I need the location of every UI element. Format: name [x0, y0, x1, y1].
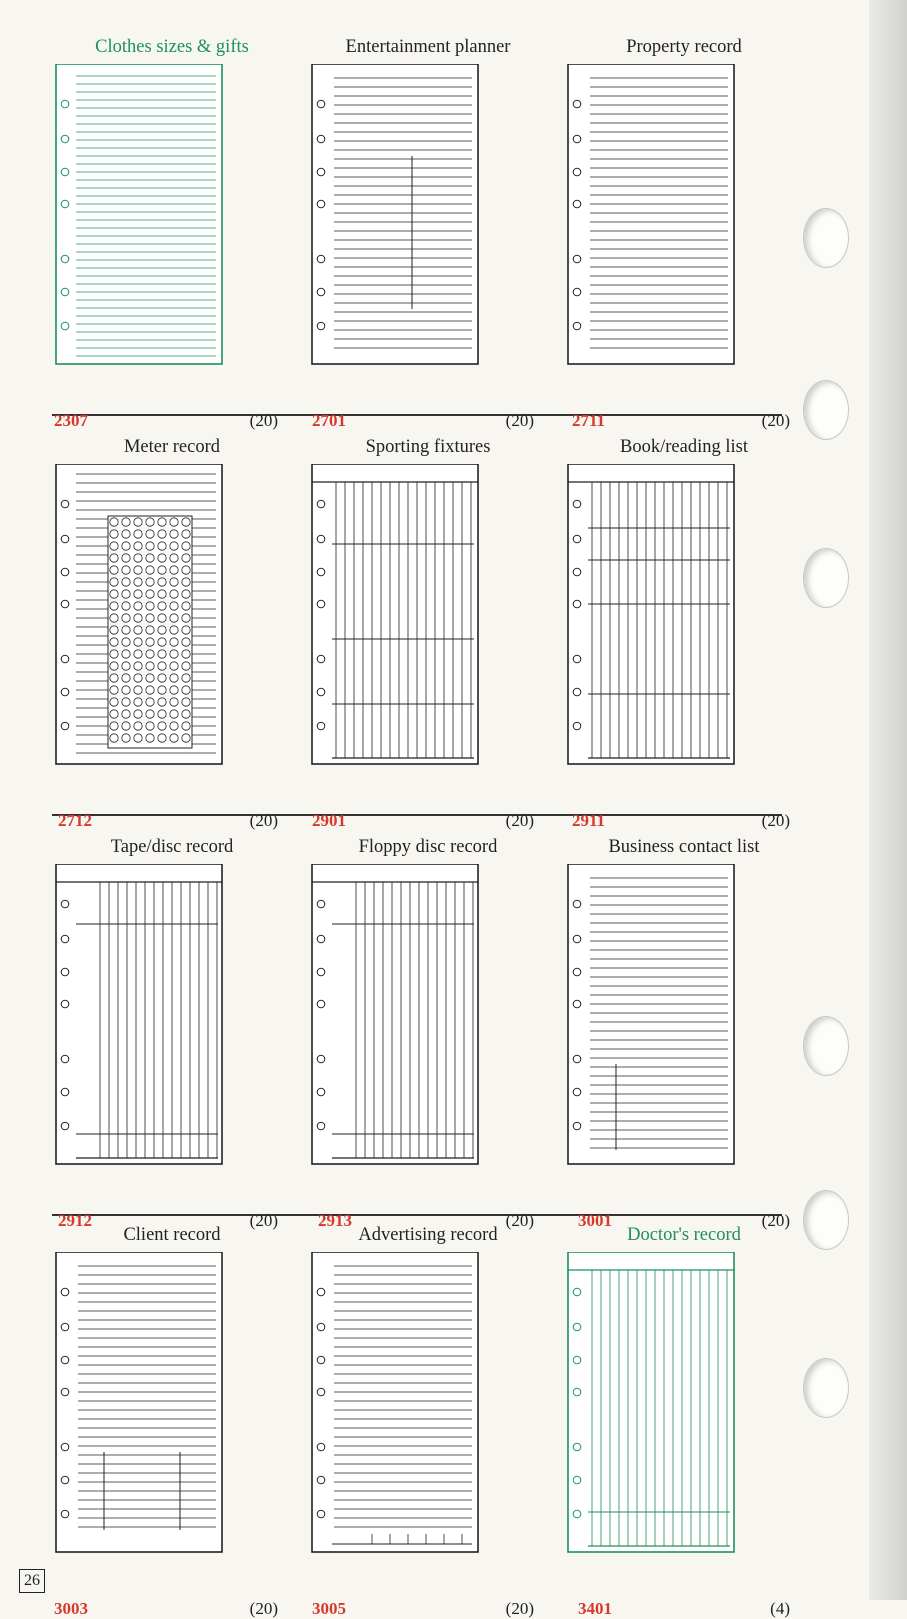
card-title: Book/reading list — [620, 437, 748, 457]
form-preview — [42, 64, 302, 404]
product-code: 2711 — [572, 411, 606, 430]
card-floppy-disc-record — [298, 836, 558, 1231]
form-preview — [554, 1252, 814, 1592]
card-business-contact-list — [554, 836, 814, 1231]
product-code: 3005 — [312, 1599, 346, 1618]
form-preview — [42, 1252, 302, 1592]
card-entertainment-planner — [298, 36, 558, 431]
form-preview — [298, 464, 558, 804]
form-preview — [554, 864, 814, 1204]
card-sporting-fixtures — [298, 436, 558, 831]
card-title: Sporting fixtures — [365, 437, 491, 457]
card-title: Floppy disc record — [358, 837, 498, 857]
card-tape-disc-record — [42, 836, 302, 1231]
card-doctors-record — [554, 1224, 814, 1619]
card-book-reading-list — [554, 436, 814, 831]
pack-quantity: (20) — [761, 811, 790, 830]
card-meter-record — [42, 436, 302, 831]
card-title: Entertainment planner — [345, 37, 511, 57]
product-code: 2701 — [312, 411, 346, 430]
pack-quantity: (20) — [505, 411, 534, 430]
card-client-record — [42, 1224, 302, 1619]
pack-quantity: (20) — [505, 1211, 534, 1230]
product-code: 2712 — [58, 811, 92, 830]
pack-quantity: (20) — [249, 1211, 278, 1230]
product-code: 2307 — [54, 411, 88, 430]
product-code: 2912 — [58, 1211, 92, 1230]
card-property-record — [554, 36, 814, 431]
form-preview — [42, 864, 302, 1204]
pack-quantity: (4) — [770, 1599, 790, 1618]
card-clothes-sizes — [42, 36, 302, 431]
card-advertising-record — [298, 1224, 558, 1619]
product-code: 3003 — [54, 1599, 88, 1618]
form-preview — [298, 864, 558, 1204]
form-preview — [42, 464, 302, 804]
product-code: 2901 — [312, 811, 346, 830]
product-code: 3401 — [578, 1599, 612, 1618]
page-edge — [869, 0, 907, 1600]
page-number: 26 — [19, 1569, 45, 1593]
form-preview — [554, 464, 814, 804]
card-title: Advertising record — [358, 1225, 498, 1245]
product-code: 2911 — [572, 811, 606, 830]
pack-quantity: (20) — [761, 1211, 790, 1230]
form-preview — [298, 64, 558, 404]
pack-quantity: (20) — [761, 411, 790, 430]
form-preview — [554, 64, 814, 404]
card-title: Doctor's record — [627, 1225, 741, 1245]
product-code: 3001 — [578, 1211, 612, 1230]
card-title: Property record — [626, 37, 742, 57]
pack-quantity: (20) — [249, 1599, 278, 1618]
form-preview — [298, 1252, 558, 1592]
product-code: 2913 — [318, 1211, 352, 1230]
pack-quantity: (20) — [249, 411, 278, 430]
card-title: Client record — [123, 1225, 221, 1245]
pack-quantity: (20) — [249, 811, 278, 830]
card-title: Business contact list — [608, 837, 760, 857]
pack-quantity: (20) — [505, 1599, 534, 1618]
card-title: Meter record — [123, 437, 221, 457]
card-title: Tape/disc record — [110, 837, 234, 857]
pack-quantity: (20) — [505, 811, 534, 830]
card-title: Clothes sizes & gifts — [95, 37, 249, 57]
